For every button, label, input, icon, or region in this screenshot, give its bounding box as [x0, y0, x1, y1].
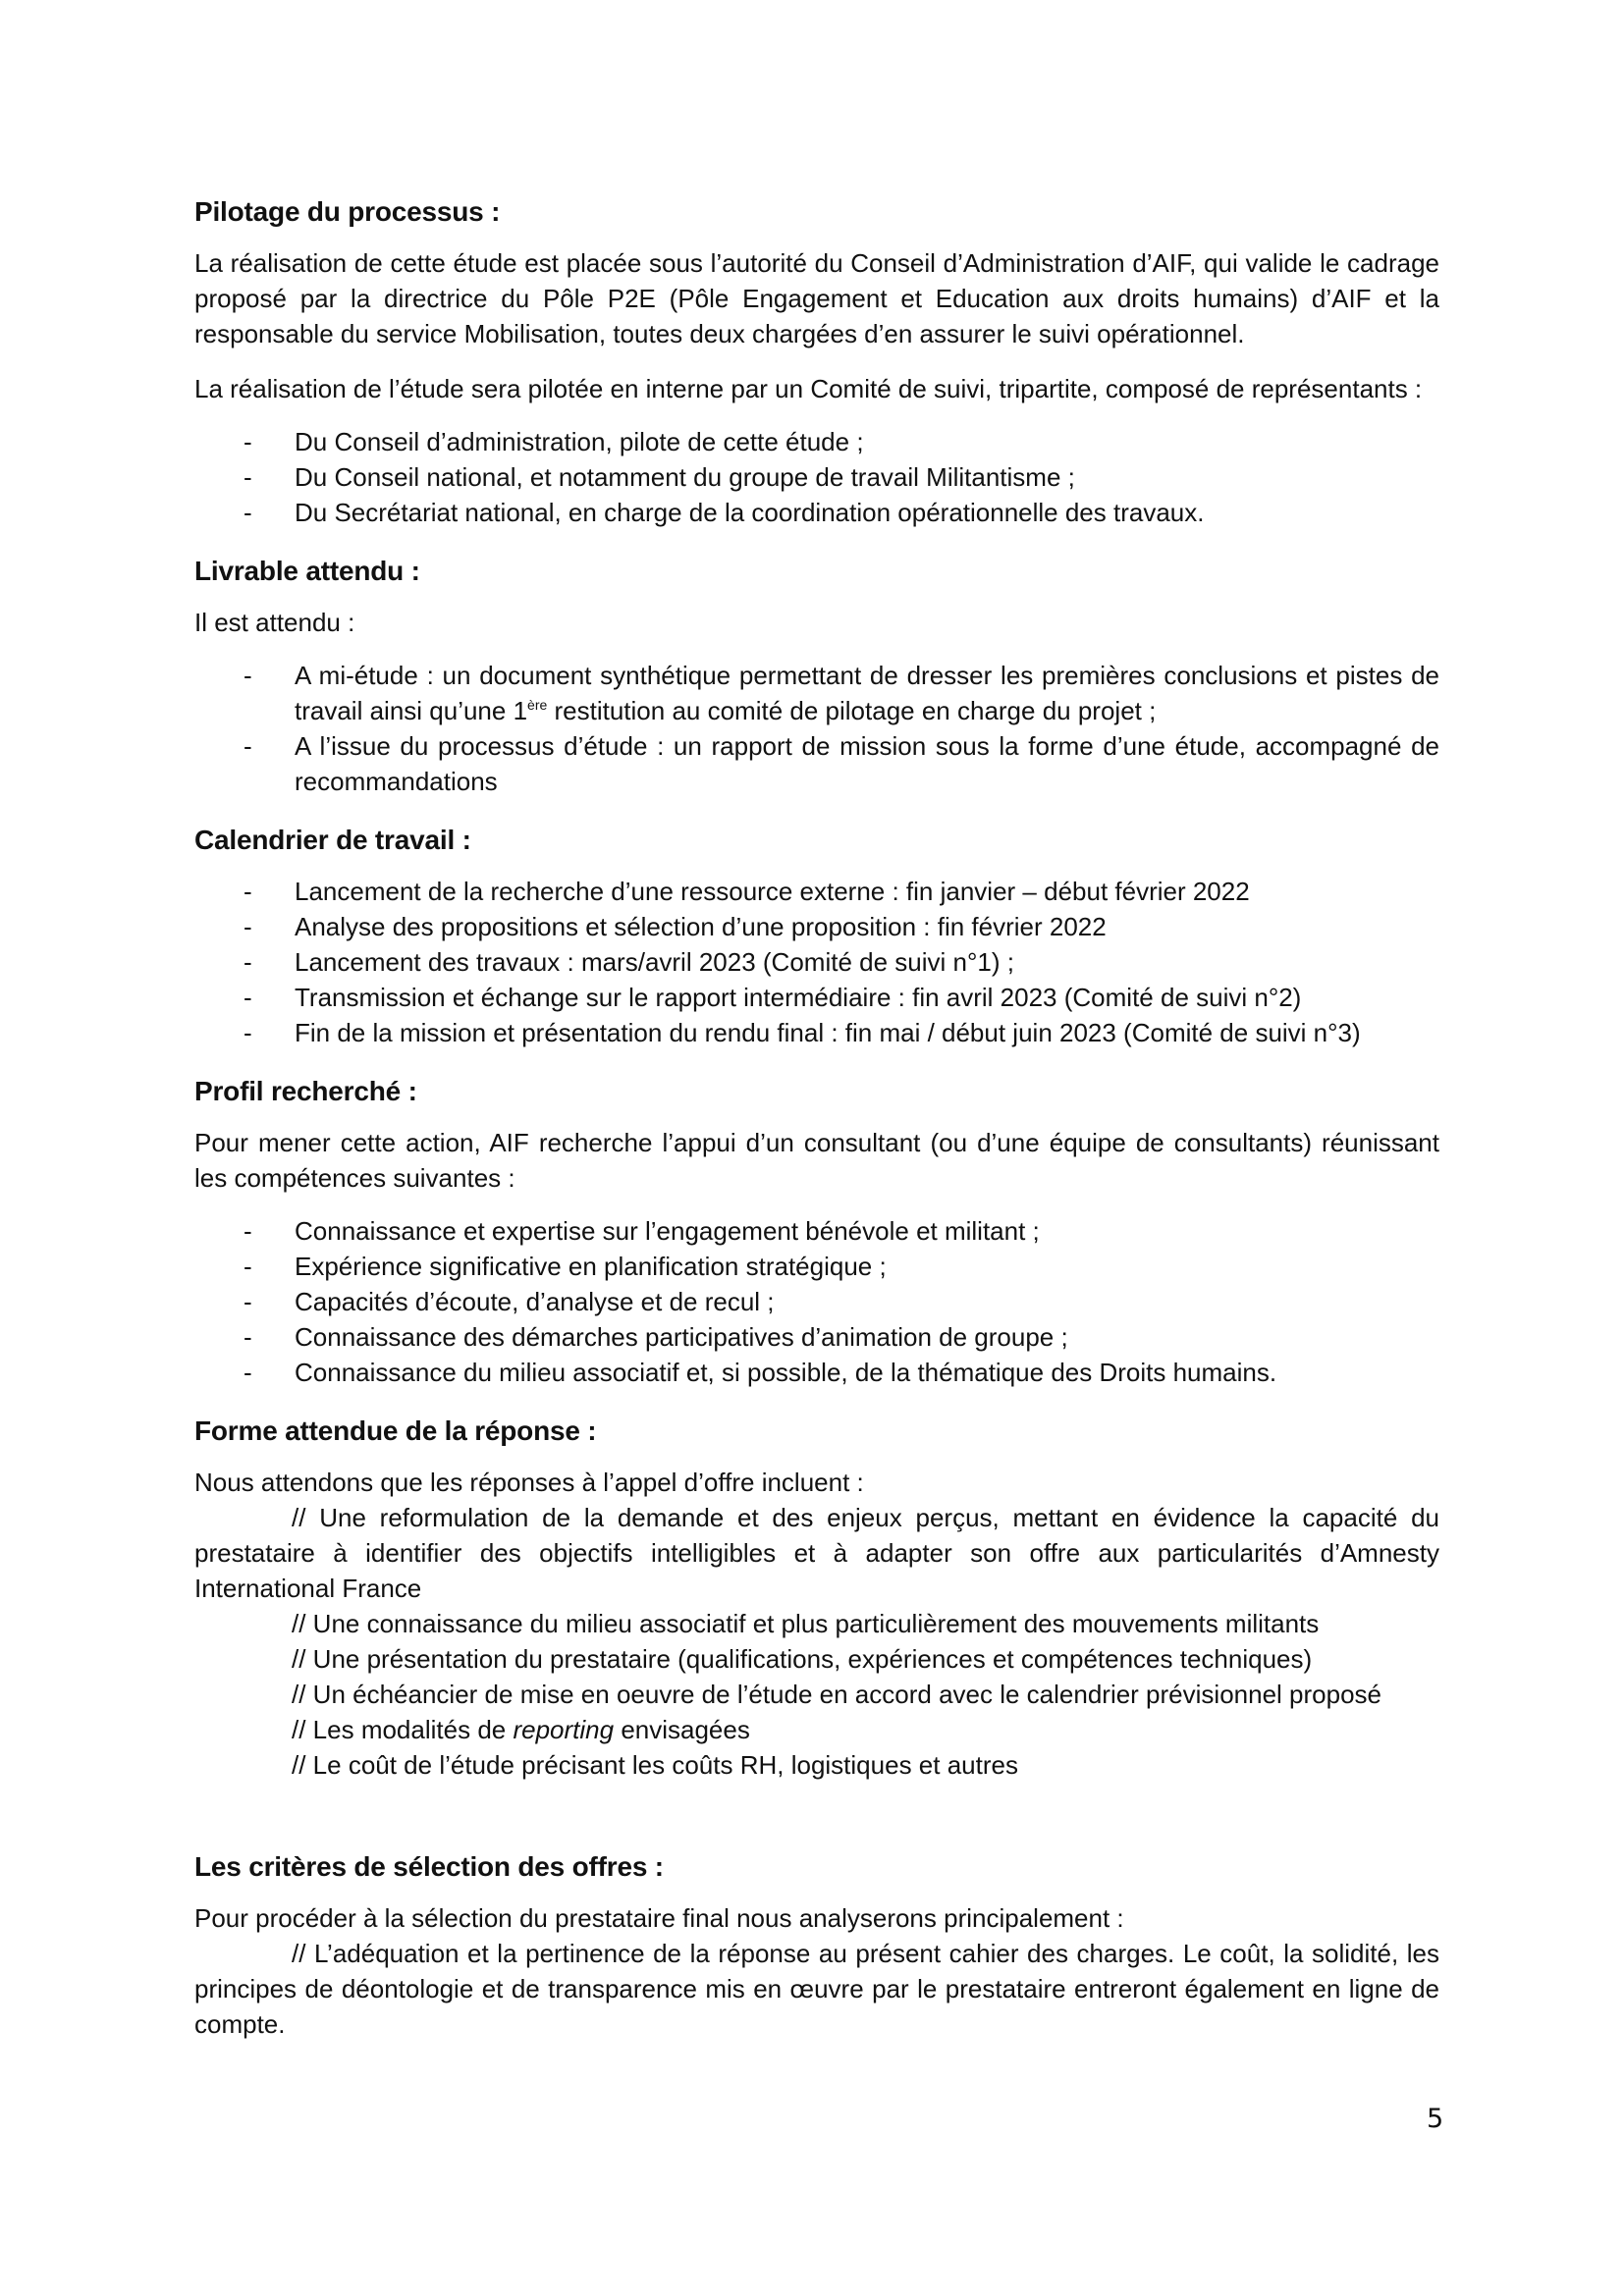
- list-item: - Transmission et échange sur le rapport intermédiaire : fin avril 2023 (Comité de suivi n°2): [194, 980, 1439, 1015]
- response-item: // Une reformulation de la demande et des enjeux perçus, mettant en évidence la capacité du prestataire à identifier des objectifs intelligibles et à adapter son offre aux particularités d’Amnesty International France: [194, 1503, 1439, 1603]
- response-item: // Le coût de l’étude précisant les coûts RH, logistiques et autres: [292, 1750, 1018, 1780]
- dash-marker: -: [244, 983, 252, 1012]
- dash-marker: -: [244, 1322, 252, 1352]
- list-item: - Lancement des travaux : mars/avril 2023 (Comité de suivi n°1) ;: [194, 944, 1439, 980]
- section-calendrier: [194, 821, 1439, 1050]
- section-forme-reponse: [194, 1412, 1439, 1843]
- section-heading: Livrable attendu :: [194, 556, 420, 586]
- response-item: // Une connaissance du milieu associatif et plus particulièrement des mouvements militants: [292, 1609, 1320, 1638]
- response-item: // Les modalités de reporting envisagées: [292, 1715, 750, 1744]
- list-item: - Analyse des propositions et sélection d’une proposition : fin février 2022: [194, 909, 1439, 944]
- list-item: - Lancement de la recherche d’une ressource externe : fin janvier – début février 2022: [194, 874, 1439, 909]
- dash-marker: -: [244, 877, 252, 906]
- dash-marker: -: [244, 731, 252, 761]
- section-heading: Forme attendue de la réponse :: [194, 1415, 597, 1446]
- dash-marker: -: [244, 1018, 252, 1047]
- section-heading: Les critères de sélection des offres :: [194, 1851, 664, 1882]
- list-item: - Fin de la mission et présentation du rendu final : fin mai / début juin 2023 (Comité de suivi n°3): [194, 1015, 1439, 1050]
- section-livrable: [194, 552, 1439, 799]
- dash-marker: -: [244, 912, 252, 941]
- section-pilotage: [194, 192, 1439, 530]
- dash-marker: -: [244, 462, 252, 492]
- section-heading: Pilotage du processus :: [194, 196, 501, 227]
- dash-marker: -: [244, 1358, 252, 1387]
- list-item: - A mi-étude : un document synthétique permettant de dresser les premières conclusions et pistes de travail ainsi qu’une 1ère restitution au comité de pilotage en charge du projet ;: [194, 658, 1439, 728]
- response-item: // Un échéancier de mise en oeuvre de l’étude en accord avec le calendrier prévisionnel proposé: [292, 1680, 1381, 1709]
- paragraph: Pour mener cette action, AIF recherche l’appui d’un consultant (ou d’une équipe de consultants) réunissant les compétences suivantes :: [194, 1128, 1439, 1193]
- page-number: 5: [1427, 2104, 1444, 2134]
- list-item: - Connaissance du milieu associatif et, si possible, de la thématique des Droits humains.: [194, 1355, 1439, 1390]
- section-profil: [194, 1072, 1439, 1390]
- bullet-list: [194, 874, 1439, 1050]
- list-item: - Connaissance et expertise sur l’engagement bénévole et militant ;: [194, 1213, 1439, 1249]
- paragraph: La réalisation de cette étude est placée sous l’autorité du Conseil d’Administration d’AIF, qui valide le cadrage proposé par la directrice du Pôle P2E (Pôle Engagement et Education aux droits humains) d’AIF et la responsable du service Mobilisation, toutes deux chargées d’en assurer le suivi opérationnel.: [194, 248, 1439, 348]
- dash-marker: -: [244, 661, 252, 690]
- dash-marker: -: [244, 427, 252, 456]
- list-item: - Du Conseil national, et notamment du groupe de travail Militantisme ;: [194, 459, 1439, 495]
- section-heading: Profil recherché :: [194, 1076, 417, 1106]
- section-criteres: [194, 1847, 1439, 2042]
- document-page: [194, 192, 1439, 2046]
- criteria-item: // L’adéquation et la pertinence de la réponse au présent cahier des charges. Le coût, la solidité, les principes de déontologie et de transparence mis en œuvre par le prestataire entreront également en ligne de compte.: [194, 1939, 1439, 2039]
- paragraph: Pour procéder à la sélection du prestataire final nous analyserons principalement :: [194, 1903, 1124, 1933]
- list-item: - Connaissance des démarches participatives d’animation de groupe ;: [194, 1319, 1439, 1355]
- dash-marker: -: [244, 1287, 252, 1316]
- paragraph: Nous attendons que les réponses à l’appel d’offre incluent :: [194, 1468, 864, 1497]
- response-item: // Une présentation du prestataire (qualifications, expériences et compétences techniques): [292, 1644, 1313, 1674]
- bullet-list: [194, 424, 1439, 530]
- dash-marker: -: [244, 498, 252, 527]
- bullet-list: [194, 658, 1439, 799]
- dash-marker: -: [244, 1216, 252, 1246]
- bullet-list: [194, 1213, 1439, 1390]
- list-item: - Capacités d’écoute, d’analyse et de recul ;: [194, 1284, 1439, 1319]
- list-item: - Du Conseil d’administration, pilote de cette étude ;: [194, 424, 1439, 459]
- list-item: - Du Secrétariat national, en charge de la coordination opérationnelle des travaux.: [194, 495, 1439, 530]
- paragraph: Il est attendu :: [194, 608, 355, 637]
- list-item: - A l’issue du processus d’étude : un rapport de mission sous la forme d’une étude, accompagné de recommandations: [194, 728, 1439, 799]
- dash-marker: -: [244, 947, 252, 977]
- paragraph: La réalisation de l’étude sera pilotée en interne par un Comité de suivi, tripartite, composé de représentants :: [194, 374, 1423, 403]
- section-heading: Calendrier de travail :: [194, 825, 471, 855]
- list-item: - Expérience significative en planification stratégique ;: [194, 1249, 1439, 1284]
- dash-marker: -: [244, 1252, 252, 1281]
